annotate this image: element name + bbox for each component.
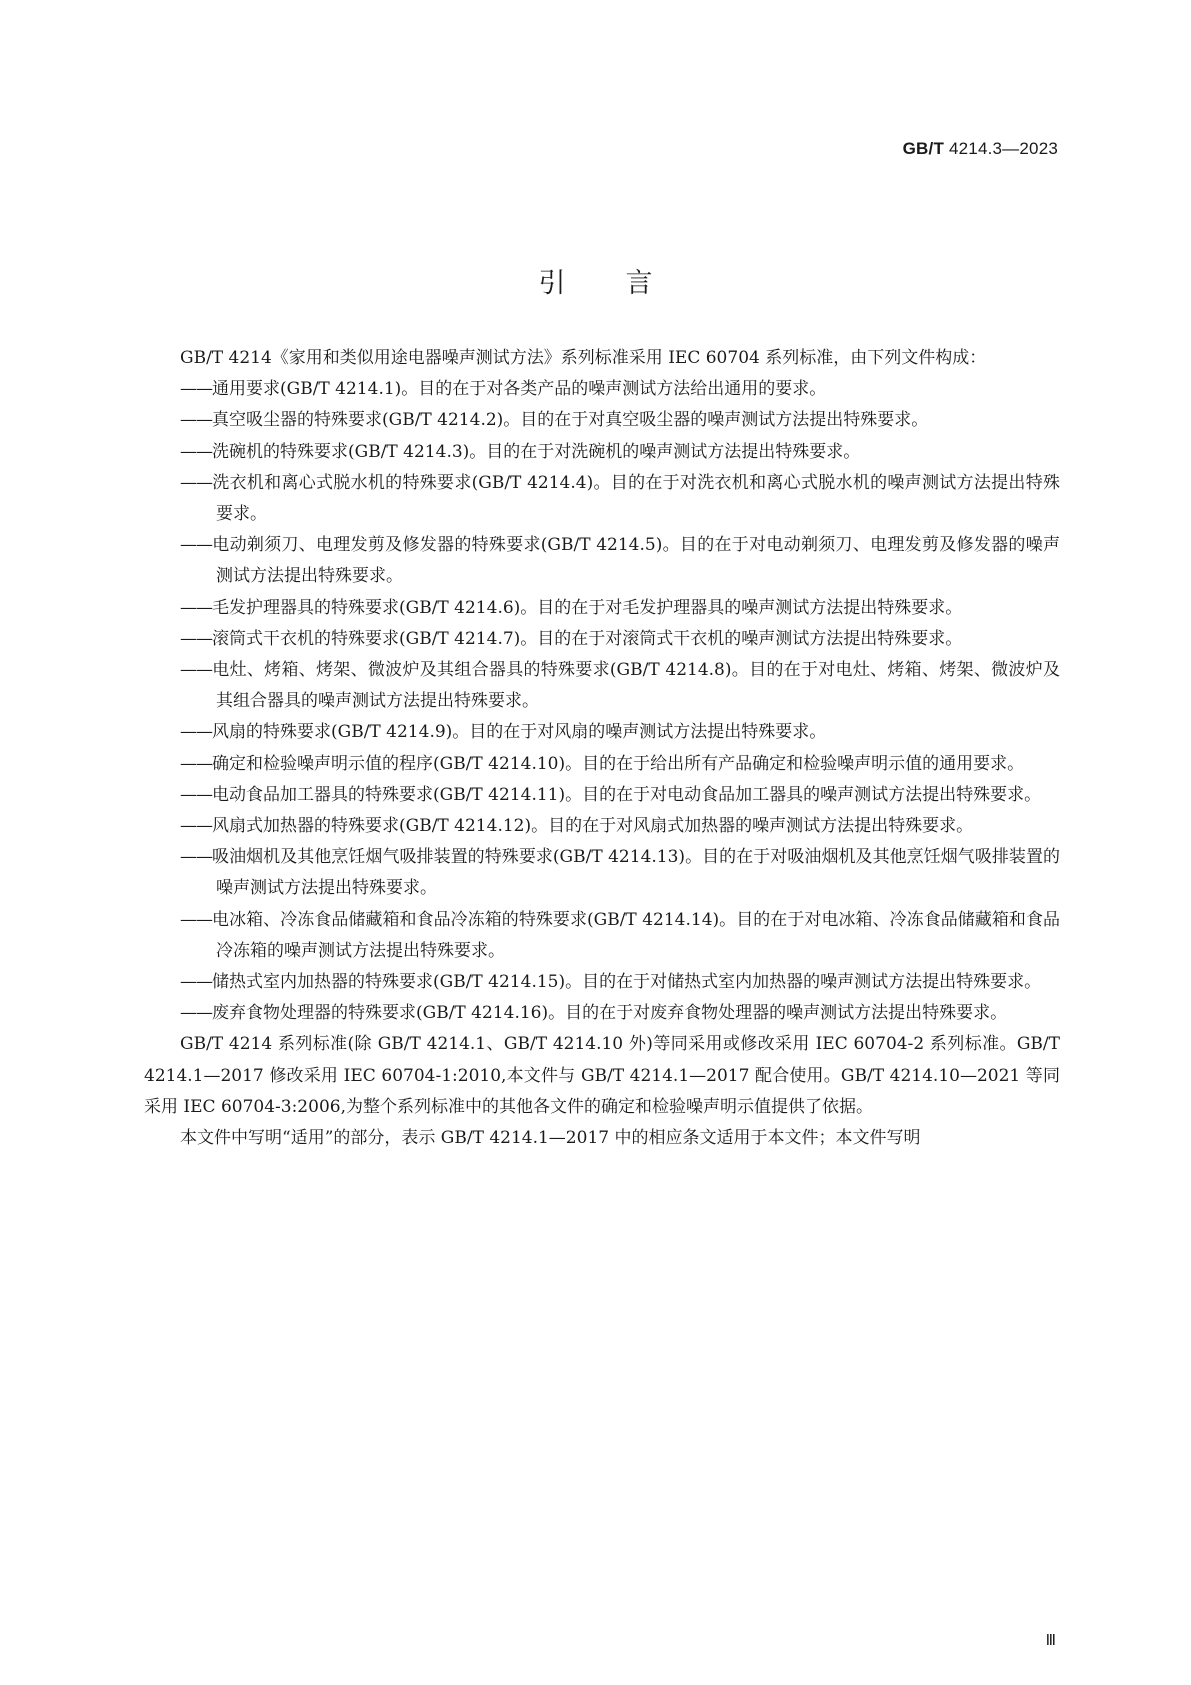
list-item	[144, 749, 1060, 780]
list-dash: ——	[180, 660, 212, 681]
list-item	[144, 437, 1060, 468]
list-item-text: 电动食品加工器具的特殊要求(GB/T 4214.11)。目的在于对电动食品加工器具的噪声测试方法提出特殊要求。	[212, 784, 1042, 805]
standard-number: 4214.3—2023	[948, 139, 1058, 158]
list-item-text: 储热式室内加热器的特殊要求(GB/T 4214.15)。目的在于对储热式室内加热器的噪声测试方法提出特殊要求。	[212, 972, 1042, 993]
document-list	[144, 374, 1060, 1029]
list-dash: ——	[180, 847, 212, 868]
list-dash: ——	[180, 597, 212, 618]
list-item	[144, 530, 1060, 592]
list-item-text: 废弃食物处理器的特殊要求(GB/T 4214.16)。目的在于对废弃食物处理器的噪声测试方法提出特殊要求。	[212, 1003, 1008, 1024]
page-title: 引言	[538, 268, 713, 300]
list-dash: ——	[180, 1003, 212, 1024]
final-paragraph: 本文件中写明“适用”的部分，表示 GB/T 4214.1—2017 中的相应条文适用于本文件；本文件写明	[180, 1128, 921, 1149]
list-item-text: 真空吸尘器的特殊要求(GB/T 4214.2)。目的在于对真空吸尘器的噪声测试方法提出特殊要求。	[212, 410, 929, 431]
list-dash: ——	[180, 410, 212, 431]
list-item	[144, 811, 1060, 842]
list-item	[144, 405, 1060, 436]
list-item	[144, 842, 1060, 904]
list-dash: ——	[180, 441, 212, 462]
list-item	[144, 780, 1060, 811]
list-item-text: 洗衣机和离心式脱水机的特殊要求(GB/T 4214.4)。目的在于对洗衣机和离心式脱水机的噪声测试方法提出特殊要求。	[212, 472, 1060, 525]
document-body	[144, 343, 1060, 1154]
list-dash: ——	[180, 472, 212, 493]
list-item-text: 确定和检验噪声明示值的程序(GB/T 4214.10)。目的在于给出所有产品确定和检验噪声明示值的通用要求。	[212, 753, 1025, 774]
list-dash: ——	[180, 784, 212, 805]
list-item	[144, 374, 1060, 405]
standard-code	[903, 139, 1058, 159]
list-dash: ——	[180, 816, 212, 837]
page-number: Ⅲ	[1045, 1633, 1056, 1649]
list-item-text: 洗碗机的特殊要求(GB/T 4214.3)。目的在于对洗碗机的噪声测试方法提出特殊要求。	[212, 441, 861, 462]
list-dash: ——	[180, 722, 212, 743]
intro-paragraph: GB/T 4214《家用和类似用途电器噪声测试方法》系列标准采用 IEC 60704 系列标准，由下列文件构成：	[180, 348, 987, 368]
list-item	[144, 998, 1060, 1029]
list-item	[144, 468, 1060, 530]
list-item-text: 电动剃须刀、电理发剪及修发器的特殊要求(GB/T 4214.5)。目的在于对电动剃须刀、电理发剪及修发器的噪声测试方法提出特殊要求。	[212, 535, 1060, 587]
list-item-text: 电灶、烤箱、烤架、微波炉及其组合器具的特殊要求(GB/T 4214.8)。目的在于对电灶、烤箱、烤架、微波炉及其组合器具的噪声测试方法提出特殊要求。	[212, 660, 1060, 712]
standard-prefix: GB/T	[902, 139, 945, 158]
list-item	[144, 624, 1060, 655]
list-dash: ——	[180, 909, 212, 930]
list-item	[144, 967, 1060, 998]
list-dash: ——	[180, 535, 212, 556]
list-dash: ——	[180, 628, 212, 649]
list-item-text: 通用要求(GB/T 4214.1)。目的在于对各类产品的噪声测试方法给出通用的要求。	[212, 379, 827, 400]
list-item-text: 电冰箱、冷冻食品储藏箱和食品冷冻箱的特殊要求(GB/T 4214.14)。目的在于对电冰箱、冷冻食品储藏箱和食品冷冻箱的噪声测试方法提出特殊要求。	[212, 909, 1060, 961]
list-item-text: 毛发护理器具的特殊要求(GB/T 4214.6)。目的在于对毛发护理器具的噪声测试方法提出特殊要求。	[212, 597, 963, 618]
list-item	[144, 717, 1060, 748]
list-dash: ——	[180, 972, 212, 993]
list-dash: ——	[180, 379, 212, 400]
list-item-text: 风扇的特殊要求(GB/T 4214.9)。目的在于对风扇的噪声测试方法提出特殊要求。	[212, 722, 827, 743]
list-item-text: 风扇式加热器的特殊要求(GB/T 4214.12)。目的在于对风扇式加热器的噪声测试方法提出特殊要求。	[212, 816, 974, 837]
list-item	[144, 655, 1060, 717]
list-item-text: 吸油烟机及其他烹饪烟气吸排装置的特殊要求(GB/T 4214.13)。目的在于对吸油烟机及其他烹饪烟气吸排装置的噪声测试方法提出特殊要求。	[212, 847, 1060, 899]
list-item	[144, 905, 1060, 967]
list-dash: ——	[180, 753, 212, 774]
list-item-text: 滚筒式干衣机的特殊要求(GB/T 4214.7)。目的在于对滚筒式干衣机的噪声测试方法提出特殊要求。	[212, 628, 963, 649]
adoption-paragraph: GB/T 4214 系列标准(除 GB/T 4214.1、GB/T 4214.10 外)等同采用或修改采用 IEC 60704-2 系列标准。GB/T 4214.1—2017 修改采用 IEC 60704-1:2010,本文件与 GB/T 4214.1—2017 配合使用。GB/T 4214.10—2021 等同采用 IEC 60704-3:2006,为整个系列标准中的其他各文件的确定和检验噪声明示值提供了依据。	[144, 1034, 1060, 1117]
list-item	[144, 593, 1060, 624]
